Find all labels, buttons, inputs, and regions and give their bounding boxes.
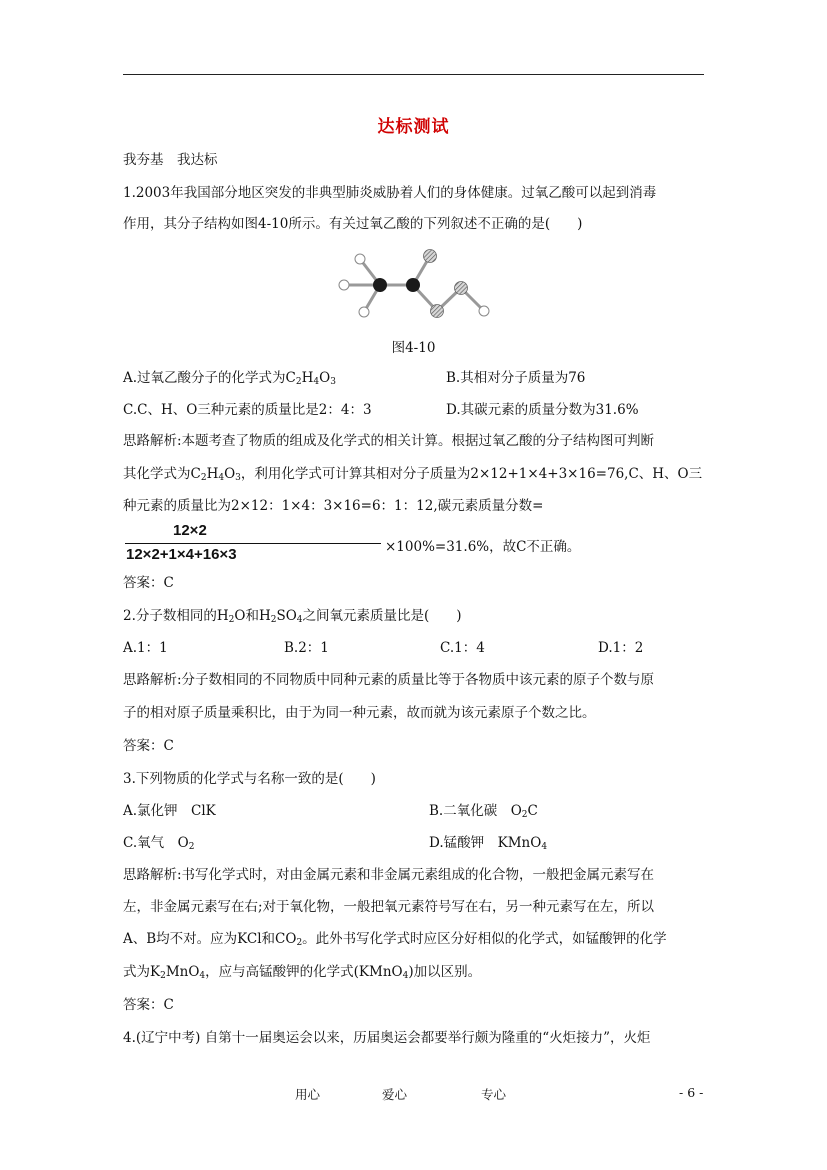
q1-option-c: C.C、H、O三种元素的质量比是2：4：3	[123, 402, 372, 418]
q1-option-a: A.过氧乙酸分子的化学式为$C_2H_4O_3$	[123, 370, 336, 387]
q2-option-a: A.1：1	[123, 640, 168, 656]
q2-analysis-line2: 子的相对原子质量乘积比，由于为同一种元素，故而就为该元素原子个数之比。	[123, 705, 596, 721]
q3-analysis-line1: 思路解析:书写化学式时，对由金属元素和非金属元素组成的化合物，一般把金属元素写在	[123, 867, 655, 883]
fraction-result: ×100%=31.6%，故C不正确。	[385, 539, 581, 555]
footer-text-1: 用心	[295, 1087, 321, 1102]
page-number: - 6 -	[679, 1085, 704, 1100]
q4-stem-line1: 4.(辽宁中考) 自第十一届奥运会以来，历届奥运会都要举行颇为隆重的“火炬接力”，火炬	[123, 1030, 651, 1046]
figure-caption: 图4-10	[391, 340, 436, 356]
q3-option-c: C.氧气 $O_2$	[123, 835, 195, 852]
page-title: 达标测试	[377, 117, 450, 137]
fraction-bar	[125, 543, 381, 544]
q1-option-d: D.其碳元素的质量分数为31.6%	[446, 402, 639, 418]
q1-stem-line2: 作用，其分子结构如图4-10所示。有关过氧乙酸的下列叙述不正确的是( )	[123, 216, 583, 232]
q3-answer: 答案：C	[123, 997, 174, 1013]
q2-stem: 2.分子数相同的$H_2O$和$H_2SO_4$之间氧元素质量比是( )	[123, 608, 462, 625]
q2-option-c: C.1：4	[440, 640, 485, 656]
q3-analysis-line2: 左，非金属元素写在右;对于氧化物，一般把氧元素符号写在右，另一种元素写在左，所以	[123, 899, 655, 915]
fraction-numerator: 12×2	[173, 522, 207, 539]
q3-option-d: D.锰酸钾 KMnO$_4$	[429, 835, 548, 852]
q3-analysis-line4: 式为$K_2MnO_4$，应与高锰酸钾的化学式(KMnO$_4$)加以区别。	[123, 964, 482, 981]
q3-analysis-line3: A、B均不对。应为KCl和$CO_2$。此外书写化学式时应区分好相似的化学式，如锰酸钾的化学	[123, 931, 667, 948]
q1-analysis-line3: 种元素的质量比为2×12：1×4：3×16=6：1：12,碳元素质量分数=	[123, 498, 544, 514]
q3-option-a: A.氯化钾 ClK	[123, 803, 216, 819]
section-heading: 我夯基 我达标	[123, 152, 218, 168]
q1-answer: 答案：C	[123, 575, 174, 591]
q1-option-b: B.其相对分子质量为76	[446, 370, 586, 386]
footer-text-3: 专心	[481, 1087, 507, 1102]
q2-answer: 答案：C	[123, 738, 174, 754]
q3-option-b: B.二氧化碳 $O_2C$	[429, 803, 538, 820]
q1-analysis-line2: 其化学式为$C_2H_4O_3$，利用化学式可计算其相对分子质量为2×12+1×4+3×16=76,C、H、O三	[123, 466, 703, 483]
q2-option-b: B.2：1	[284, 640, 329, 656]
footer-text-2: 爱心	[382, 1087, 408, 1102]
q2-option-d: D.1：2	[598, 640, 644, 656]
header-rule	[123, 74, 704, 75]
q1-stem-line1: 1.2003年我国部分地区突发的非典型肺炎威胁着人们的身体健康。过氧乙酸可以起到消毒	[123, 185, 657, 201]
q3-stem: 3.下列物质的化学式与名称一致的是( )	[123, 771, 376, 787]
q1-analysis-line1: 思路解析:本题考查了物质的组成及化学式的相关计算。根据过氧乙酸的分子结构图可判断	[123, 433, 655, 449]
q2-analysis-line1: 思路解析:分子数相同的不同物质中同种元素的质量比等于各物质中该元素的原子个数与原	[123, 672, 655, 688]
fraction-denominator: 12×2+1×4+16×3	[126, 546, 237, 563]
molecule-diagram	[330, 245, 500, 329]
